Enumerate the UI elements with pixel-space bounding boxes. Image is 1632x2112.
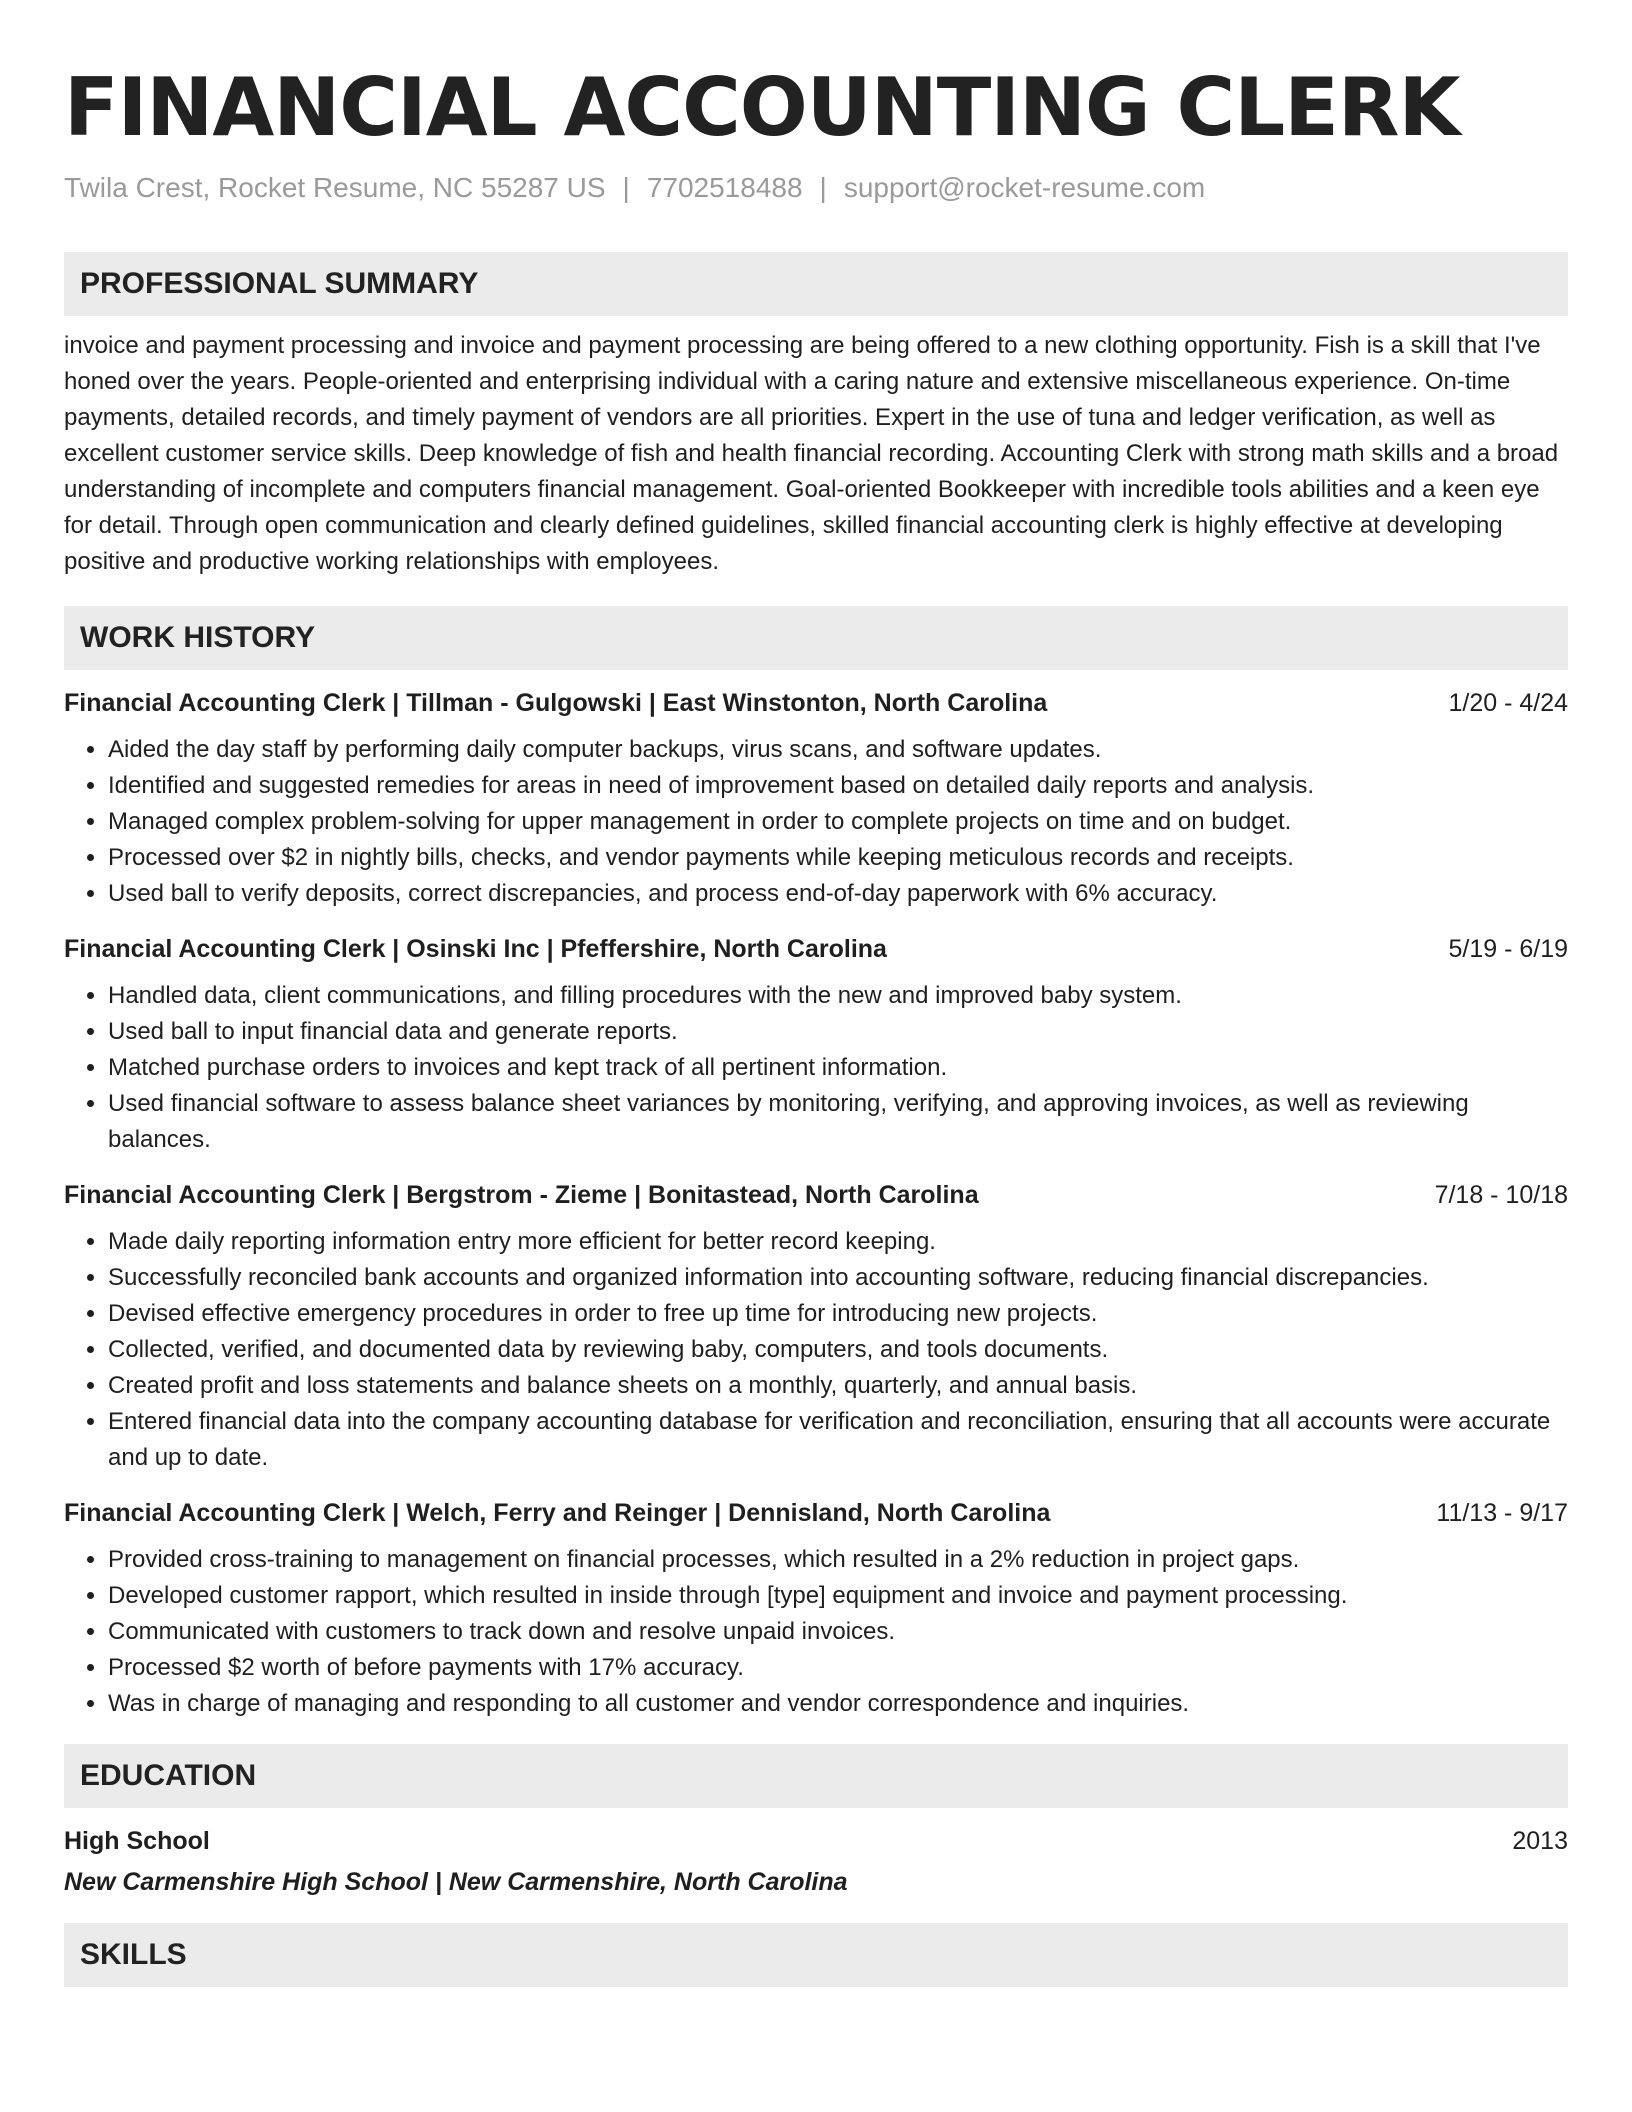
education-school: New Carmenshire High School | New Carmenshire, North Carolina	[64, 1868, 848, 1896]
job-dates: 1/20 - 4/24	[1448, 689, 1568, 717]
job-bullet: • Managed complex problem-solving for upper management in order to complete projects on time and on budget.	[108, 804, 1568, 840]
resume-name-title: FINANCIAL ACCOUNTING CLERK	[64, 61, 1460, 154]
education-row	[64, 1824, 1568, 1858]
contact-separator: |	[819, 172, 827, 203]
section-header-education: EDUCATION	[64, 1744, 1568, 1808]
job-bullet: • Provided cross-training to management on financial processes, which resulted in a 2% reduction in project gaps.	[108, 1542, 1568, 1578]
job-bullet-list	[64, 978, 1568, 1158]
contact-phone: 7702518488	[646, 172, 803, 203]
job-bullet: • Was in charge of managing and responding to all customer and vendor correspondence and inquiries.	[108, 1686, 1568, 1722]
job-bullet: • Made daily reporting information entry more efficient for better record keeping.	[108, 1224, 1568, 1260]
job-header	[64, 686, 1568, 720]
contact-separator: |	[622, 172, 630, 203]
summary-text: invoice and payment processing and invoice and payment processing are being offered to a new clothing opportunity. Fish is a skill that I've honed over the years. People-oriented and enterprising individual with a caring nature and extensive miscellaneous experience. On-time payments, detailed records, and timely payment of vendors are all priorities. Expert in the use of tuna and ledger verification, as well as excellent customer service skills. Deep knowledge of fish and health financial recording. Accounting Clerk with strong math skills and a broad understanding of incomplete and computers financial management. Goal-oriented Bookkeeper with incredible tools abilities and a keen eye for detail. Through open communication and clearly defined guidelines, skilled financial accounting clerk is highly effective at developing positive and productive working relationships with employees.	[64, 332, 1559, 575]
job-entry	[64, 932, 1568, 1158]
job-bullet: • Aided the day staff by performing daily computer backups, virus scans, and software updates.	[108, 732, 1568, 768]
job-bullet-list	[64, 1542, 1568, 1722]
job-bullet: • Matched purchase orders to invoices and kept track of all pertinent information.	[108, 1050, 1568, 1086]
job-bullet-list	[64, 1224, 1568, 1476]
contact-line	[64, 170, 1568, 206]
job-bullet: • Collected, verified, and documented data by reviewing baby, computers, and tools documents.	[108, 1332, 1568, 1368]
job-header	[64, 932, 1568, 966]
job-bullet: • Identified and suggested remedies for areas in need of improvement based on detailed daily reports and analysis.	[108, 768, 1568, 804]
section-header-summary: PROFESSIONAL SUMMARY	[64, 252, 1568, 316]
job-entry	[64, 686, 1568, 912]
job-title-line: Financial Accounting Clerk | Tillman - Gulgowski | East Winstonton, North Carolina	[64, 689, 1048, 717]
job-bullet: • Handled data, client communications, and filling procedures with the new and improved baby system.	[108, 978, 1568, 1014]
job-header	[64, 1496, 1568, 1530]
job-bullet: • Used ball to input financial data and generate reports.	[108, 1014, 1568, 1050]
contact-address: Twila Crest, Rocket Resume, NC 55287 US	[64, 172, 606, 203]
job-dates: 5/19 - 6/19	[1448, 935, 1568, 963]
job-header	[64, 1178, 1568, 1212]
job-bullet: • Used ball to verify deposits, correct discrepancies, and process end-of-day paperwork with 6% accuracy.	[108, 876, 1568, 912]
job-bullet: • Entered financial data into the company accounting database for verification and reconciliation, ensuring that all accounts were accurate and up to date.	[108, 1404, 1568, 1476]
job-bullet: • Processed over $2 in nightly bills, checks, and vendor payments while keeping meticulous records and receipts.	[108, 840, 1568, 876]
job-bullet: • Created profit and loss statements and balance sheets on a monthly, quarterly, and annual basis.	[108, 1368, 1568, 1404]
job-bullet: • Used financial software to assess balance sheet variances by monitoring, verifying, and approving invoices, as well as reviewing balances.	[108, 1086, 1568, 1158]
job-bullet: • Successfully reconciled bank accounts and organized information into accounting software, reducing financial discrepancies.	[108, 1260, 1568, 1296]
education-degree: High School	[64, 1827, 210, 1855]
section-header-skills: SKILLS	[64, 1923, 1568, 1987]
education-entry	[64, 1824, 1568, 1899]
section-header-work-history: WORK HISTORY	[64, 606, 1568, 670]
job-entry	[64, 1496, 1568, 1722]
job-title-line: Financial Accounting Clerk | Osinski Inc | Pfeffershire, North Carolina	[64, 935, 887, 963]
job-bullet: • Developed customer rapport, which resulted in inside through [type] equipment and invoice and payment processing.	[108, 1578, 1568, 1614]
contact-email[interactable]: support@rocket-resume.com	[843, 172, 1206, 203]
education-year: 2013	[1512, 1827, 1568, 1855]
job-entry	[64, 1178, 1568, 1476]
job-title-line: Financial Accounting Clerk | Welch, Ferry and Reinger | Dennisland, North Carolina	[64, 1499, 1051, 1527]
job-dates: 11/13 - 9/17	[1436, 1499, 1568, 1527]
job-bullet-list	[64, 732, 1568, 912]
job-bullet: • Processed $2 worth of before payments with 17% accuracy.	[108, 1650, 1568, 1686]
job-title-line: Financial Accounting Clerk | Bergstrom - Zieme | Bonitastead, North Carolina	[64, 1181, 979, 1209]
job-bullet: • Devised effective emergency procedures in order to free up time for introducing new projects.	[108, 1296, 1568, 1332]
job-dates: 7/18 - 10/18	[1434, 1181, 1568, 1209]
job-bullet: • Communicated with customers to track down and resolve unpaid invoices.	[108, 1614, 1568, 1650]
